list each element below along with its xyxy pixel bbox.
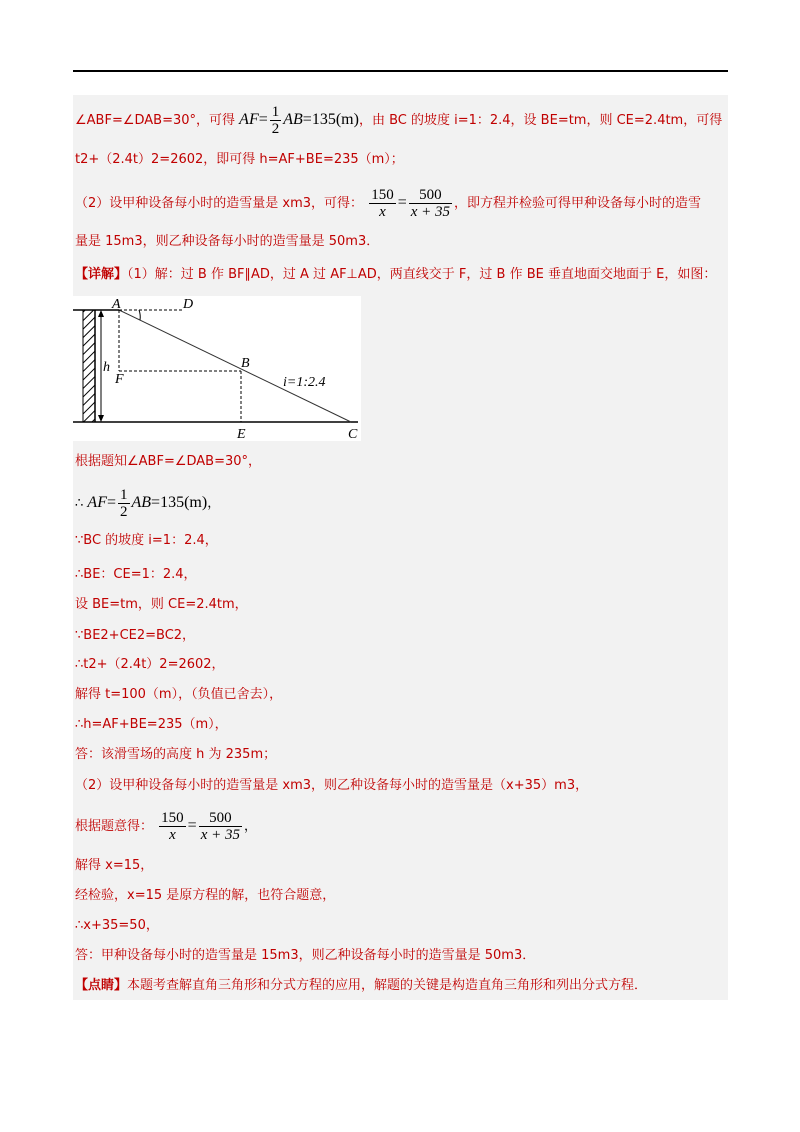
fraction-150-x: [369, 187, 396, 220]
label-a: A: [112, 297, 121, 312]
math-af: AF: [239, 111, 259, 128]
label-c: C: [348, 427, 358, 441]
math-eq: =: [106, 494, 116, 511]
detail-step-8: 解得 t=100（m），（负值已舍去），: [75, 687, 283, 702]
fraction-num: 1: [120, 487, 128, 503]
comment-tag: 【点睛】: [75, 978, 128, 993]
fraction-den: x + 35: [200, 827, 240, 843]
label-b: B: [241, 356, 250, 371]
detail-step-13: 解得 x=15，: [75, 858, 154, 873]
slope-diagram-svg: [73, 296, 361, 441]
text: （1）解：过 B 作 BF∥AD，过 A 过 AF⊥AD，两直线交于 F，过 B 作 BE 垂直地面交地面于 E，如图：: [127, 267, 717, 282]
answer-line-2: t2+（2.4t）2=2602，即可得 h=AF+BE=235（m）；: [75, 152, 404, 167]
detail-step-1: 根据题知∠ABF=∠DAB=30°，: [75, 454, 262, 469]
math-ab: AB: [131, 494, 152, 511]
comment-line: [75, 976, 647, 996]
math-af: AF: [87, 494, 107, 511]
fraction-num: 150: [161, 810, 184, 826]
fraction-half: [270, 104, 282, 137]
answer-line-4: 量是 15m3，则乙种设备每小时的造雪量是 50m3．: [75, 234, 380, 249]
label-slope: i=1:2.4: [283, 375, 326, 390]
arrow-up-icon: [98, 310, 104, 317]
fraction-num: 1: [271, 104, 280, 120]
math-eq: =: [258, 111, 268, 128]
fraction-half: [118, 487, 130, 520]
fraction-den: 2: [120, 504, 128, 520]
fraction-num: 500: [409, 187, 452, 204]
text: ，即方程并检验可得甲种设备每小时的造雪: [454, 196, 702, 211]
fraction-den: x + 35: [410, 204, 450, 220]
math-ab: AB: [283, 111, 303, 128]
label-e: E: [237, 427, 246, 441]
detail-line: [75, 265, 716, 285]
fraction-den: x: [169, 827, 176, 843]
fraction-num: 150: [371, 187, 394, 203]
label-d: D: [183, 297, 194, 312]
answer-line-3: [75, 187, 701, 220]
header-rule: [73, 70, 728, 72]
math-eq: =: [397, 194, 407, 211]
text: （2）设甲种设备每小时的造雪量是 xm3，可得：: [75, 196, 364, 211]
fraction-den: 2: [271, 121, 280, 137]
comma: ，: [243, 819, 257, 834]
detail-step-5: 设 BE=tm，则 CE=2.4tm，: [75, 597, 248, 612]
math-eq: =: [187, 817, 197, 834]
detail-step-12: [75, 810, 257, 843]
fraction-num: 500: [199, 810, 242, 827]
text: ∠ABF=∠DAB=30°，可得: [75, 113, 236, 128]
fraction-500: [199, 810, 242, 843]
detail-step-2: [75, 487, 220, 520]
detail-step-9: ∴h=AF+BE=235（m），: [75, 717, 228, 732]
math-unit: (m): [335, 111, 359, 128]
detail-step-6: ∵BE2+CE2=BC2，: [75, 628, 196, 643]
label-h: h: [103, 360, 110, 375]
slope-diagram: [73, 296, 361, 441]
detail-step-15: ∴x+35=50，: [75, 918, 159, 933]
fraction-150-x: [159, 810, 186, 843]
math-val: =135: [151, 494, 185, 511]
comma: ，: [207, 496, 221, 511]
wall-hatch: [83, 310, 95, 422]
text: 本题考查解直角三角形和分式方程的应用，解题的关键是构造直角三角形和列出分式方程．: [127, 978, 648, 993]
therefore-symbol: ∴: [75, 496, 84, 511]
detail-tag: 【详解】: [75, 267, 128, 282]
fraction-den: x: [379, 204, 386, 220]
fraction-500: [409, 187, 452, 220]
detail-step-11: （2）设甲种设备每小时的造雪量是 xm3，则乙种设备每小时的造雪量是（x+35）m3，: [75, 778, 589, 793]
text: ，由 BC 的坡度 i=1：2.4，设 BE=tm，则 CE=2.4tm，可得: [358, 113, 723, 128]
detail-step-10: 答：该滑雪场的高度 h 为 235m；: [75, 747, 277, 762]
detail-step-16: 答：甲种设备每小时的造雪量是 15m3，则乙种设备每小时的造雪量是 50m3．: [75, 948, 536, 963]
detail-step-7: ∴t2+（2.4t）2=2602，: [75, 657, 225, 672]
slope-line-ac: [119, 310, 351, 422]
detail-step-4: ∴BE：CE=1：2.4，: [75, 567, 197, 582]
angle-arc: [139, 310, 140, 320]
math-unit: (m): [184, 494, 208, 511]
answer-line-1: [75, 104, 722, 137]
arrow-down-icon: [98, 415, 104, 422]
math-val: =135: [302, 111, 336, 128]
detail-step-3: ∵BC 的坡度 i=1：2.4，: [75, 533, 218, 548]
detail-step-14: 经检验，x=15 是原方程的解，也符合题意，: [75, 888, 336, 903]
label-f: F: [115, 372, 124, 387]
text: 根据题意得：: [75, 819, 154, 834]
